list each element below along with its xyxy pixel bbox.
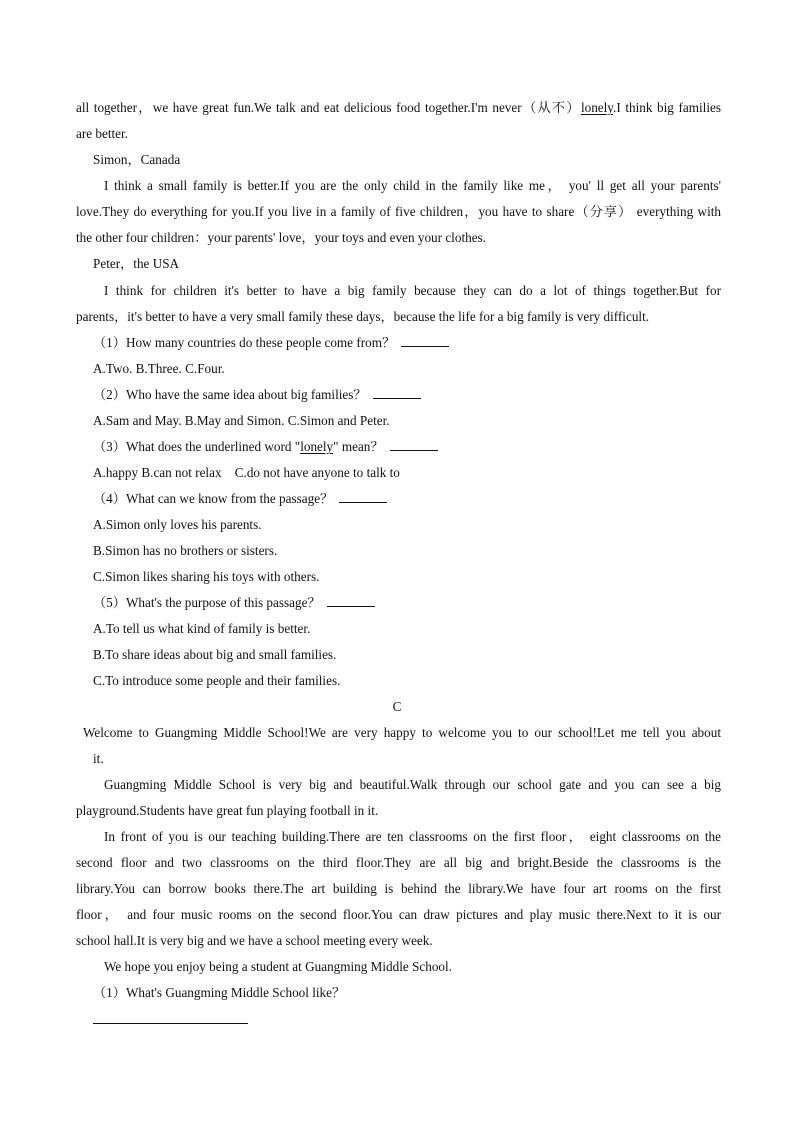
answer-blank[interactable] [327, 595, 375, 607]
author-signature: Peter，the USA [93, 256, 180, 271]
paragraph-line: We hope you enjoy being a student at Guangming Middle School. [104, 959, 452, 974]
question-4-option-a: A.Simon only loves his parents. [93, 517, 262, 532]
paragraph-line: In front of you is our teaching building.There are ten classrooms on the first floor， eight classrooms on the [104, 829, 721, 844]
question-5-option-c: C.To introduce some people and their families. [93, 673, 341, 688]
answer-blank[interactable] [373, 387, 421, 399]
text-segment: all together，we have great fun.We talk and eat delicious food together.I'm never（从不） [76, 100, 581, 115]
paragraph-line: I think a small family is better.If you are the only child in the family like me， you' ll get all your parents' [104, 178, 721, 193]
paragraph-line: parents，it's better to have a very small family these days，because the life for a big family is very difficult. [76, 309, 650, 324]
author-signature: Simon，Canada [93, 152, 181, 167]
paragraph-line: the other four children：your parents' love，your toys and even your clothes. [76, 230, 486, 245]
answer-blank[interactable] [401, 335, 449, 347]
question-4-option-c: C.Simon likes sharing his toys with others. [93, 569, 320, 584]
question-text: （3）What does the underlined word " [93, 439, 301, 454]
text-segment: .I think big families [613, 100, 721, 115]
paragraph-line: I think for children it's better to have a big family because they can do a lot of things together.But for [104, 283, 721, 298]
paragraph-line: are better. [76, 126, 128, 141]
section-heading: C [392, 699, 402, 714]
paragraph-line: library.You can borrow books there.The art building is behind the library.We have four art rooms on the first [76, 881, 721, 896]
paragraph-line [76, 100, 721, 116]
answer-blank[interactable] [339, 491, 387, 503]
question-5-option-b: B.To share ideas about big and small families. [93, 647, 337, 662]
question-4-option-b: B.Simon has no brothers or sisters. [93, 543, 278, 558]
underlined-word: lonely [300, 439, 334, 454]
paragraph-line: Welcome to Guangming Middle School!We are very happy to welcome you to our school!Let me tell you about [83, 725, 721, 740]
question-text: （4）What can we know from the passage？ [93, 491, 334, 506]
question-1 [93, 335, 449, 351]
question-text: （2）Who have the same idea about big families？ [93, 387, 367, 402]
paragraph-line: second floor and two classrooms on the third floor.They are all big and bright.Beside the classrooms is the [76, 855, 721, 870]
paragraph-line: it. [93, 751, 104, 766]
question-1: （1）What's Guangming Middle School like？ [93, 985, 346, 1000]
underlined-word: lonely [580, 100, 614, 115]
paragraph-line: love.They do everything for you.If you live in a family of five children，you have to share（分享） everything with [76, 204, 721, 219]
question-3-options: A.happy B.can not relax C.do not have anyone to talk to [93, 465, 400, 480]
question-1-options: A.Two. B.Three. C.Four. [93, 361, 225, 376]
question-3 [93, 439, 438, 455]
paragraph-line: school hall.It is very big and we have a school meeting every week. [76, 933, 433, 948]
question-text: " mean？ [333, 439, 384, 454]
answer-line[interactable] [93, 1023, 248, 1024]
question-4 [93, 491, 387, 507]
paragraph-line: Guangming Middle School is very big and beautiful.Walk through our school gate and you can see a big [104, 777, 721, 792]
paragraph-line: floor， and four music rooms on the second floor.You can draw pictures and play music there.Next to it is our [76, 907, 721, 922]
answer-blank[interactable] [390, 439, 438, 451]
question-2 [93, 387, 421, 403]
question-2-options: A.Sam and May. B.May and Simon. C.Simon and Peter. [93, 413, 390, 428]
question-text: （5）What's the purpose of this passage？ [93, 595, 321, 610]
question-5-option-a: A.To tell us what kind of family is better. [93, 621, 311, 636]
paragraph-line: playground.Students have great fun playing football in it. [76, 803, 379, 818]
question-text: （1）How many countries do these people come from？ [93, 335, 396, 350]
question-5 [93, 595, 375, 611]
